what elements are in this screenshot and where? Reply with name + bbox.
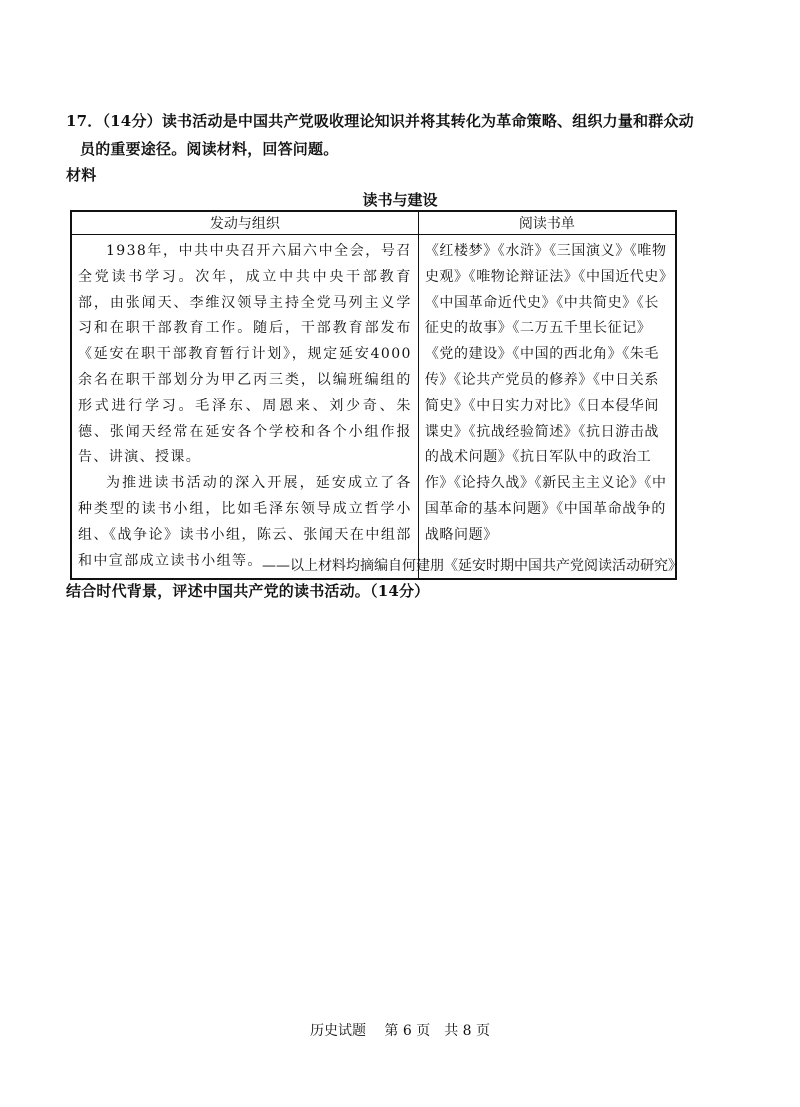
mobilization-paragraph-1: 1938年，中共中央召开六届六中全会，号召全党读书学习。次年，成立中共中央干部教育部，由张闻天、李维汉领导主持全党马列主义学习和在职干部教育工作。随后，干部教育部发布《延安在职干部教育暂行计划》，规定延安4000余名在职干部划分为甲乙丙三类，以编班编组的形式进行学习。毛泽东、周恩来、刘少奇、朱德、张闻天经常在延安各个学校和各个小组作报告、讲演、授课。	[78, 243, 412, 466]
question-task: 结合时代背景，评述中国共产党的读书活动。（14分）	[66, 582, 430, 600]
page-footer: 历史试题 第 6 页 共 8 页	[309, 1023, 491, 1039]
question-stem-line-1	[66, 110, 694, 131]
mobilization-paragraph-2: 为推进读书活动的深入开展，延安成立了各种类型的读书小组，比如毛泽东领导成立哲学小组、《战争论》读书小组，陈云、张闻天在中组部和中宣部成立读书小组等。	[78, 475, 412, 569]
book-list-cell	[418, 235, 676, 580]
question-text: 读书活动是中国共产党吸收理论知识并将其转化为革命策略、组织力量和群众动	[161, 112, 694, 130]
header-book-list: 阅读书单	[418, 211, 676, 235]
mobilization-cell	[71, 235, 418, 580]
material-label: 材料	[66, 166, 97, 184]
book-list-text: 《红楼梦》《水浒》《三国演义》《唯物史观》《唯物论辩证法》《中国近代史》《中国革命近代史》《中共简史》《长征史的故事》《二万五千里长征记》《党的建设》《中国的西北角》《朱毛传》《论共产党员的修养》《中日关系简史》《中日实力对比》《日本侵华间谍史》《抗战经验简述》《抗日游击战的战术问题》《抗日军队中的政治工作》《论持久战》《新民主主义论》《中国革命的基本问题》《中国革命战争的战略问题》	[424, 243, 667, 543]
header-mobilization: 发动与组织	[71, 211, 418, 235]
question-number: 17．（14分）	[66, 112, 162, 130]
reading-table	[70, 210, 677, 580]
question-stem-line-2: 员的重要途径。阅读材料，回答问题。	[80, 140, 339, 158]
table-title: 读书与建设	[362, 191, 438, 209]
material-source: ——以上材料均摘编自何建朋《延安时期中国共产党阅读活动研究》	[262, 558, 682, 574]
